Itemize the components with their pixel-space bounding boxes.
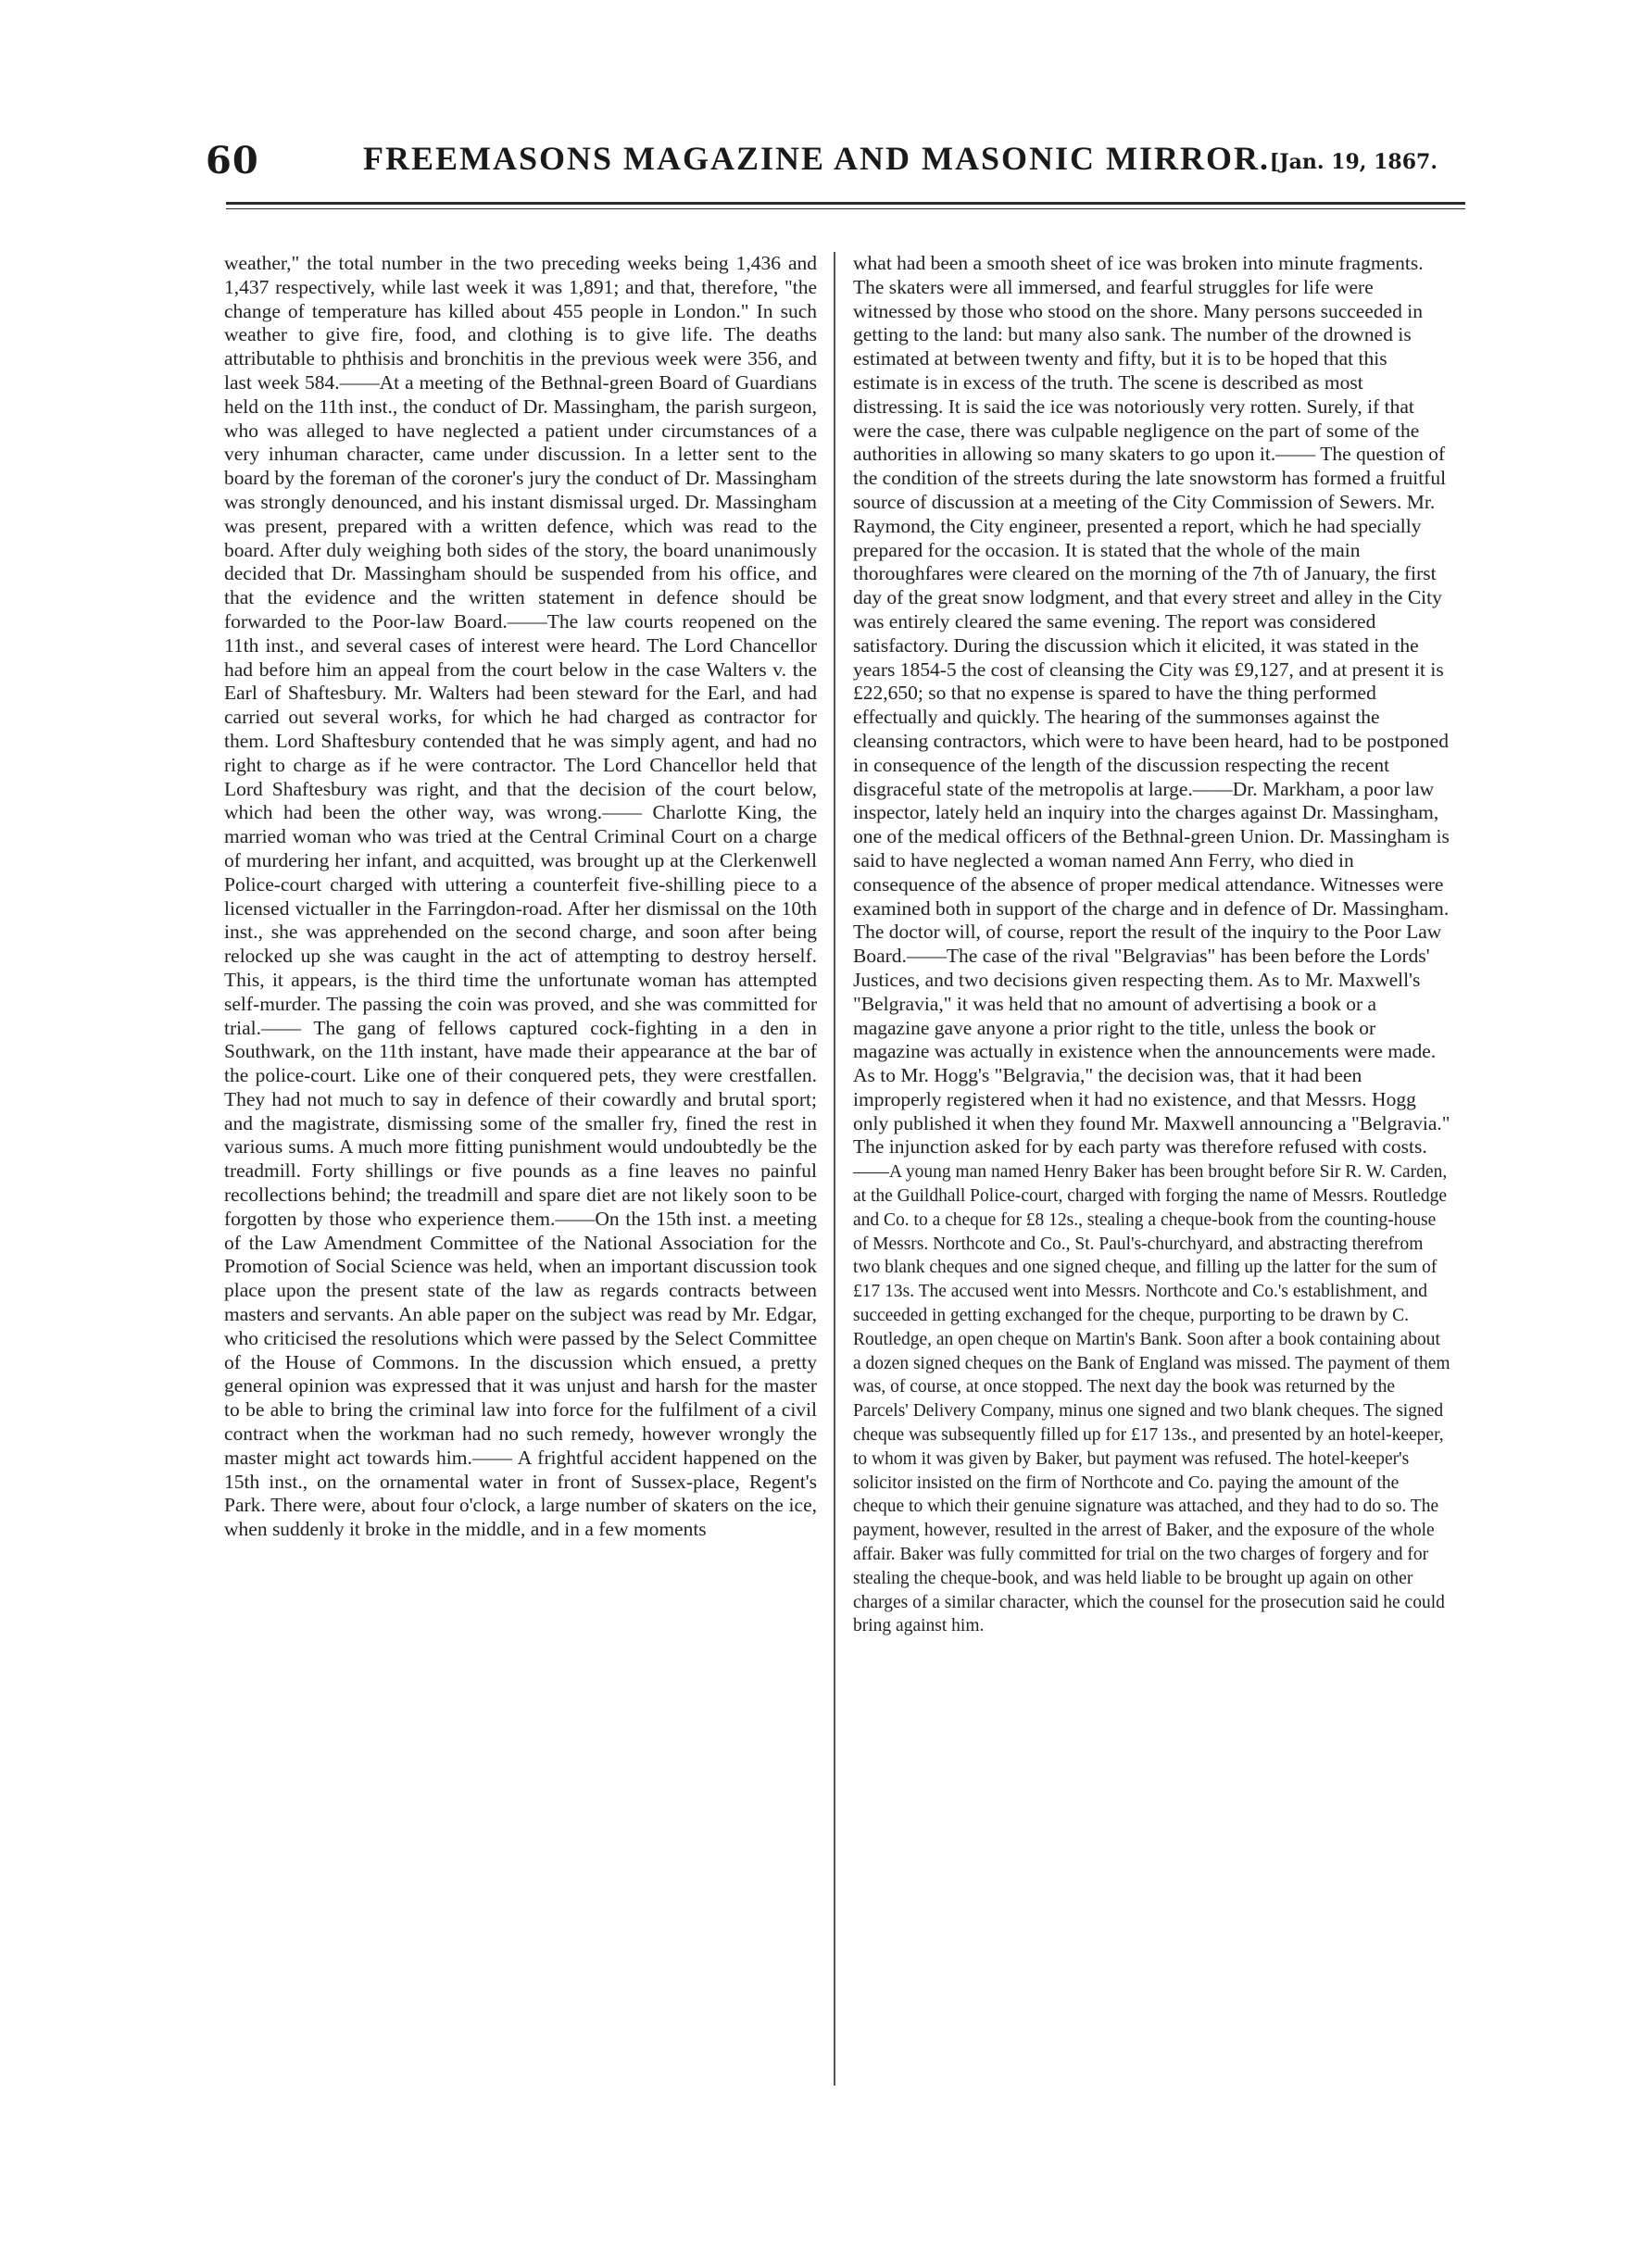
header-rule bbox=[226, 202, 1465, 205]
right-column-text-small: ——A young man named Henry Baker has been brought before Sir R. W. Carden, at the Guildhall Police-court, charged with forging the name of Messrs. Routledge and Co. to a cheque for £8 12s., stealing a cheque-book from the counting-house of Messrs. Northcote and Co., St. Paul's-churchyard, and abstracting therefrom two blank cheques and one signed cheque, and filling up the latter for the sum of £17 13s. The accused went into Messrs. Northcote and Co.'s establishment, and succeeded in getting exchanged for the cheque, purporting to be drawn by C. Routledge, an open cheque on Martin's Bank. Soon after a book containing about a dozen signed cheques on the Bank of England was missed. The payment of them was, of course, at once stopped. The next day the book was returned by the Parcels' Delivery Company, minus one signed and two blank cheques. The signed cheque was subsequently filled up for £17 13s., and presented by an hotel-keeper, to whom it was given by Baker, but payment was refused. The hotel-keeper's solicitor insisted on the firm of Northcote and Co. paying the amount of the cheque to which their genuine signature was attached, and they had to do so. The payment, however, resulted in the arrest of Baker, and the exposure of the whole affair. Baker was fully committed for trial on the two charges of forgery and for stealing the cheque-book, and was held liable to be brought up again on other charges of a similar character, which the counsel for the prosecution said he could bring against him. bbox=[853, 1162, 1450, 1636]
page-header bbox=[206, 139, 1437, 194]
left-column-text: weather," the total number in the two preceding weeks being 1,436 and 1,437 respectively, while last week it was 1,891; and that, therefore, "the change of temperature has killed about 455 people in London." In such weather to give fire, food, and clothing is to give life. The deaths attributable to phthisis and bronchitis in the previous week were 356, and last week 584.——At a meeting of the Bethnal-green Board of Guardians held on the 11th inst., the conduct of Dr. Massingham, the parish surgeon, who was alleged to have neglected a patient under circumstances of a very inhuman character, came under discussion. In a letter sent to the board by the foreman of the coroner's jury the conduct of Dr. Massingham was strongly denounced, and his instant dismissal urged. Dr. Massingham was present, prepared with a written defence, which was read to the board. After duly weighing both sides of the story, the board unanimously decided that Dr. Massingham should be suspended from his office, and that the evidence and the written statement in defence should be forwarded to the Poor-law Board.——The law courts reopened on the 11th inst., and several cases of interest were heard. The Lord Chancellor had before him an appeal from the court below in the case Walters v. the Earl of Shaftesbury. Mr. Walters had been steward for the Earl, and had carried out several works, for which he had charged as contractor for them. Lord Shaftesbury contended that he was simply agent, and had no right to charge as if he were contractor. The Lord Chancellor held that Lord Shaftesbury was right, and that the decision of the court below, which had been the other way, was wrong.—— Charlotte King, the married woman who was tried at the Central Criminal Court on a charge of murdering her infant, and acquitted, was brought up at the Clerkenwell Police-court charged with uttering a counterfeit five-shilling piece to a licensed victualler in the Farringdon-road. After her dismissal on the 10th inst., she was apprehended on the second charge, and soon after being relocked up she was caught in the act of attempting to destroy herself. This, it appears, is the third time the unfortunate woman has attempted self-murder. The passing the coin was proved, and she was committed for trial.—— The gang of fellows captured cock-fighting in a den in Southwark, on the 11th instant, have made their appearance at the bar of the police-court. Like one of their conquered pets, they were crestfallen. They had not much to say in defence of their cowardly and brutal sport; and the magistrate, dismissing some of the smaller fry, fined the rest in various sums. A much more fitting punishment would undoubtedly be the treadmill. Forty shillings or five pounds as a fine leaves no painful recollections behind; the treadmill and spare diet are not likely soon to be forgotten by those who experience them.——On the 15th inst. a meeting of the Law Amendment Committee of the National Association for the Promotion of Social Science was held, when an important discussion took place upon the present state of the law as regards contracts between masters and servants. An able paper on the subject was read by Mr. Edgar, who criticised the resolutions which were passed by the Select Committee of the House of Commons. In the discussion which ensued, a pretty general opinion was expressed that it was unjust and harsh for the master to be able to bring the criminal law into force for the fulfilment of a civil contract when the workman had no such remedy, however wrongly the master might act towards him.—— A frightful accident happened on the 15th inst., on the ornamental water in front of Sussex-place, Regent's Park. There were, about four o'clock, a large number of skaters on the ice, when suddenly it broke in the middle, and in a few moments bbox=[224, 252, 817, 1541]
masthead-title: FREEMASONS MAGAZINE AND MASONIC MIRROR. bbox=[363, 140, 1271, 177]
left-column bbox=[224, 252, 817, 1542]
page-number: 60 bbox=[206, 139, 259, 182]
right-column bbox=[853, 252, 1452, 1637]
right-column-text: what had been a smooth sheet of ice was broken into minute fragments. The skaters were all immersed, and fearful struggles for life were witnessed by those who stood on the shore. Many persons succeeded in getting to the land: but many also sank. The number of the drowned is estimated at between twenty and fifty, but it is to be hoped that this estimate is in excess of the truth. The scene is described as most distressing. It is said the ice was notoriously very rotten. Surely, if that were the case, there was culpable negligence on the part of some of the authorities in allowing so many skaters to go upon it.—— The question of the condition of the streets during the late snowstorm has formed a fruitful source of discussion at a meeting of the City Commission of Sewers. Mr. Raymond, the City engineer, presented a report, which he had specially prepared for the occasion. It is stated that the whole of the main thoroughfares were cleared on the morning of the 7th of January, the first day of the great snow lodgment, and that every street and alley in the City was entirely cleared the same evening. The report was considered satisfactory. During the discussion which it elicited, it was stated in the years 1854-5 the cost of cleansing the City was £9,127, and at present it is £22,650; so that no expense is spared to have the thing performed effectually and quickly. The hearing of the summonses against the cleansing contractors, which were to have been heard, had to be postponed in consequence of the length of the discussion respecting the recent disgraceful state of the metropolis at large.——Dr. Markham, a poor law inspector, lately held an inquiry into the charges against Dr. Massingham, one of the medical officers of the Bethnal-green Union. Dr. Massingham is said to have neglected a woman named Ann Ferry, who died in consequence of the absence of proper medical attendance. Witnesses were examined both in support of the charge and in defence of Dr. Massingham. The doctor will, of course, report the result of the inquiry to the Poor Law Board.——The case of the rival "Belgravias" has been before the Lords' Justices, and two decisions given respecting them. As to Mr. Maxwell's "Belgravia," it was held that no amount of advertising a book or a magazine gave anyone a prior right to the title, unless the book or magazine was actually in existence when the announcements were made. As to Mr. Hogg's "Belgravia," the decision was, that it had been improperly registered when it had no existence, and that Messrs. Hogg only published it when they found Mr. Maxwell announcing a "Belgravia." The injunction asked for by each party was therefore refused with costs. bbox=[853, 252, 1450, 1159]
issue-date: [Jan. 19, 1867. bbox=[1269, 150, 1437, 174]
column-divider bbox=[834, 252, 835, 2086]
header-rule-thin bbox=[226, 208, 1465, 209]
